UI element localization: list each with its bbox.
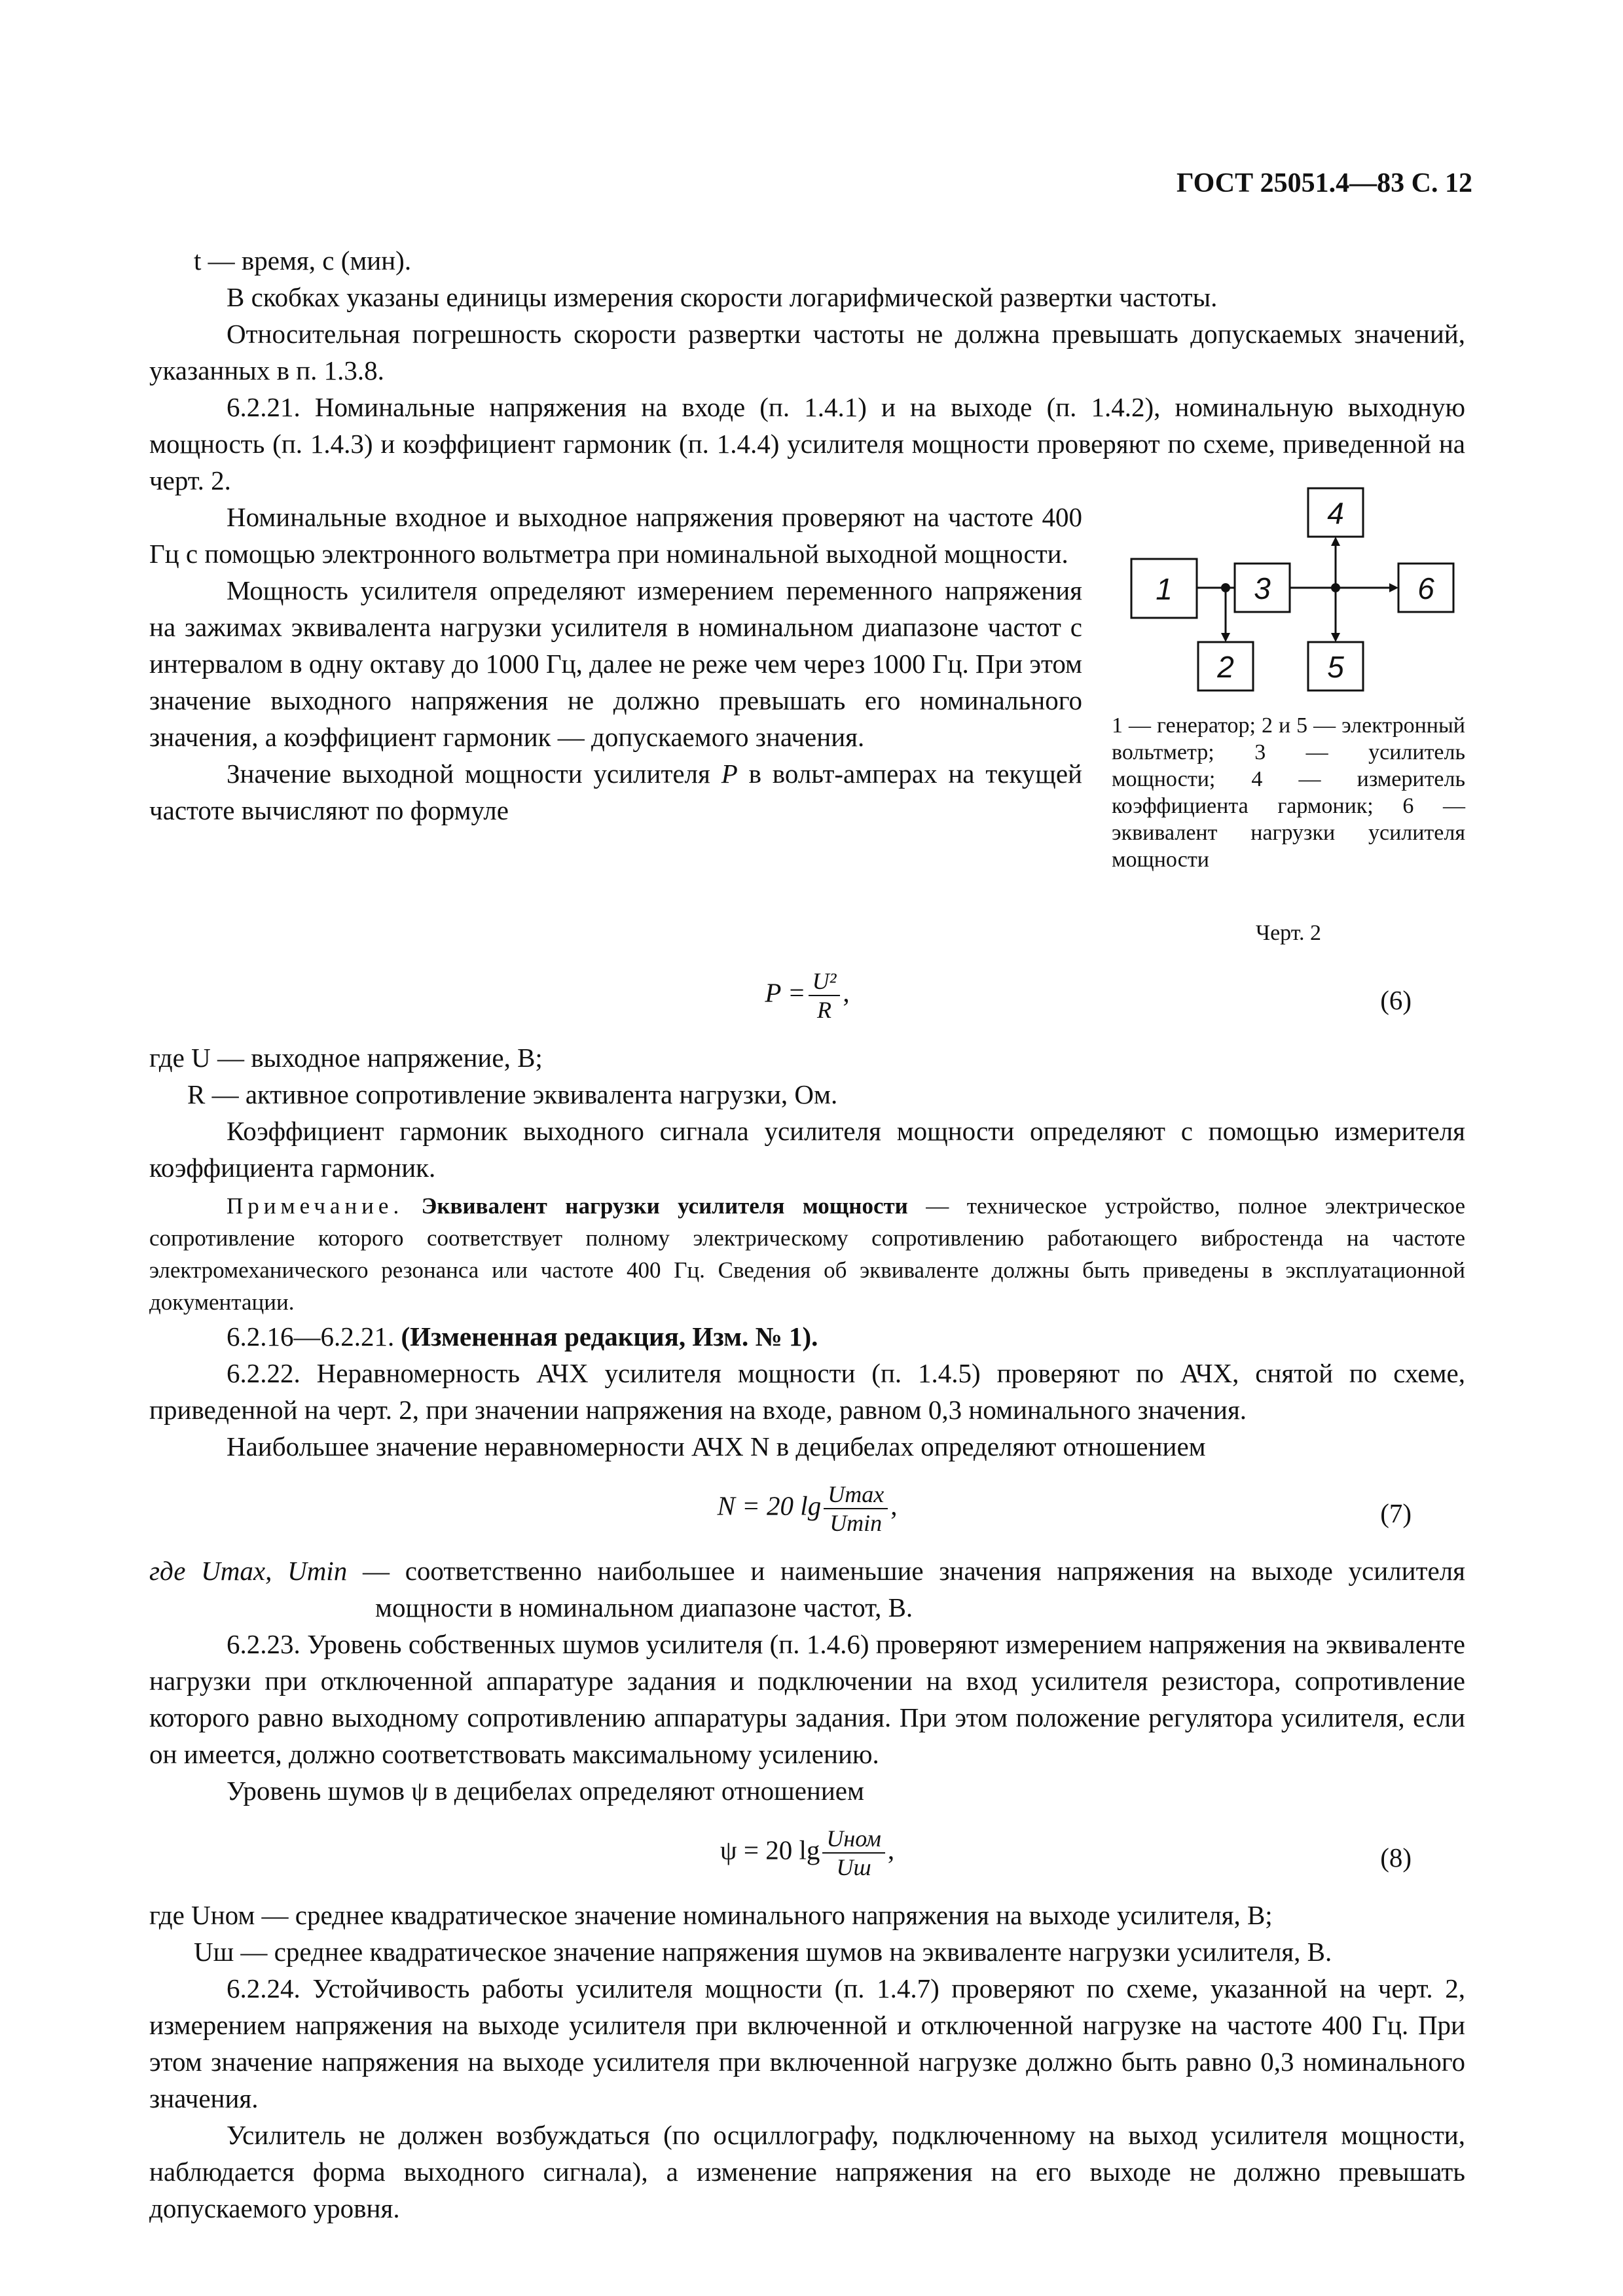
note: Примечание. Эквивалент нагрузки усилителя мощности — техническое устройство, полное электрическое сопротивление которого соответствует полному электрическому сопротивлению работающего вибростенда на частоте электромеханического резонанса или частоте 400 Гц. Сведения об эквиваленте должны быть приведены в эксплуатационной документации.	[149, 1193, 1465, 1315]
where-8b: Uш — среднее квадратическое значение напряжения шумов на эквиваленте нагрузки усилителя, В.	[194, 1937, 1332, 1967]
paragraph-noise: Уровень шумов ψ в децибелах определяют отношением	[227, 1776, 864, 1806]
block-label-6: 6	[1417, 571, 1434, 605]
figure-caption: 1 — генератор; 2 и 5 — электронный вольтметр; 3 — усилитель мощности; 4 — измеритель коэффициента гармоник; 6 — эквивалент нагрузки усилителя мощности	[1112, 713, 1465, 872]
paragraph-harmonics: Коэффициент гармоник выходного сигнала усилителя мощности определяют с помощью измерителя коэффициента гармоник.	[149, 1116, 1465, 1183]
block-label-3: 3	[1254, 571, 1271, 605]
block-label-5: 5	[1327, 650, 1344, 684]
paragraph-error: Относительная погрешность скорости развертки частоты не должна превышать допускаемых значений, указанных в п. 1.3.8.	[149, 319, 1465, 386]
t-definition: t — время, с (мин).	[194, 245, 412, 276]
paragraph-6-2-23: 6.2.23. Уровень собственных шумов усилителя (п. 1.4.6) проверяют измерением напряжения на эквиваленте нагрузки при отключенной аппаратуре задания и подключении на вход усилителя резистора, сопротивление которого равно выходному сопротивлению аппаратуры задания. При этом положение регулятора усилителя, если он имеется, должно соответствовать максимальному усилению.	[149, 1629, 1465, 1769]
where-u: где U — выходное напряжение, В;	[149, 1043, 543, 1073]
figure-label: Черт. 2	[1255, 921, 1322, 945]
where-r: R — активное сопротивление эквивалента нагрузки, Ом.	[187, 1079, 838, 1109]
formula-7: N = 20 lg $\frac{Umax}{Umin}$ , (7)	[717, 1481, 1412, 1536]
paragraph-value: Значение выходной мощности усилителя P в вольт-амперах на текущей частоте вычисляют по формуле	[149, 759, 1082, 825]
paragraph-6-2-21: 6.2.21. Номинальные напряжения на входе (п. 1.4.1) и на выходе (п. 1.4.2), номинальную выходную мощность (п. 1.4.3) и коэффициент гармоник (п. 1.4.4) усилителя мощности проверяют по схеме, приведенной на черт. 2.	[149, 392, 1465, 495]
where-7: где Umax, Umin — соответственно наибольшее и наименьшие значения напряжения на выходе усилителя мощности в номинальном диапазоне частот, В.	[149, 1556, 1465, 1623]
formula-number-8: (8)	[1380, 1842, 1412, 1873]
page-header: ГОСТ 25051.4—83 С. 12	[1176, 168, 1472, 198]
paragraph-power: Мощность усилителя определяют измерением переменного напряжения на зажимах эквивалента нагрузки усилителя в номинальном диапазоне частот с интервалом в одну октаву до 1000 Гц, далее не реже чем через 1000 Гц. При этом значение выходного напряжения не должно превышать его номинального значения, а коэффициент гармоник — допускаемого значения.	[149, 575, 1082, 752]
formula-6: P = $\frac{\text{U²}}{R}$ , (6)	[765, 968, 1412, 1023]
block-label-2: 2	[1217, 650, 1234, 684]
paragraph-nominal: Номинальные входное и выходное напряжения проверяют на частоте 400 Гц с помощью электронного вольтметра при номинальной выходной мощности.	[149, 502, 1082, 569]
block-diagram	[1112, 487, 1465, 703]
paragraph-6-2-22: 6.2.22. Неравномерность АЧХ усилителя мощности (п. 1.4.5) проверяют по АЧХ, снятой по схеме, приведенной на черт. 2, при значении напряжения на входе, равном 0,3 номинального значения.	[149, 1358, 1465, 1425]
paragraph-6-2-24: 6.2.24. Устойчивость работы усилителя мощности (п. 1.4.7) проверяют по схеме, указанной на черт. 2, измерением напряжения на выходе усилителя при включенной и отключенной нагрузке на частоте 400 Гц. При этом значение напряжения на выходе усилителя при включенной нагрузке должно быть равно 0,3 номинального значения.	[149, 1973, 1465, 2113]
formula-number-7: (7)	[1380, 1498, 1412, 1528]
document-body	[149, 242, 1465, 2227]
block-label-1: 1	[1156, 572, 1173, 606]
paragraph-oscillograph: Усилитель не должен возбуждаться (по осциллографу, подключенному на выход усилителя мощности, наблюдается форма выходного сигнала), а изменение напряжения на его выходе не должно превышать допускаемого уровня.	[149, 2120, 1465, 2223]
paragraph-scales: В скобках указаны единицы измерения скорости логарифмической развертки частоты.	[227, 282, 1218, 312]
paragraph-changed: 6.2.16—6.2.21. (Измененная редакция, Изм. № 1).	[227, 1321, 818, 1352]
formula-8: ψ = 20 lg $\frac{\text{Uном}}{Uш}$ , (8)	[720, 1825, 1412, 1880]
figure-chart-2	[1112, 487, 1465, 952]
formula-number-6: (6)	[1380, 985, 1412, 1015]
block-label-4: 4	[1327, 496, 1344, 530]
where-8a: где Uном — среднее квадратическое значение номинального напряжения на выходе усилителя, В;	[149, 1900, 1273, 1930]
paragraph-greatest: Наибольшее значение неравномерности АЧХ N в децибелах определяют отношением	[227, 1431, 1206, 1462]
